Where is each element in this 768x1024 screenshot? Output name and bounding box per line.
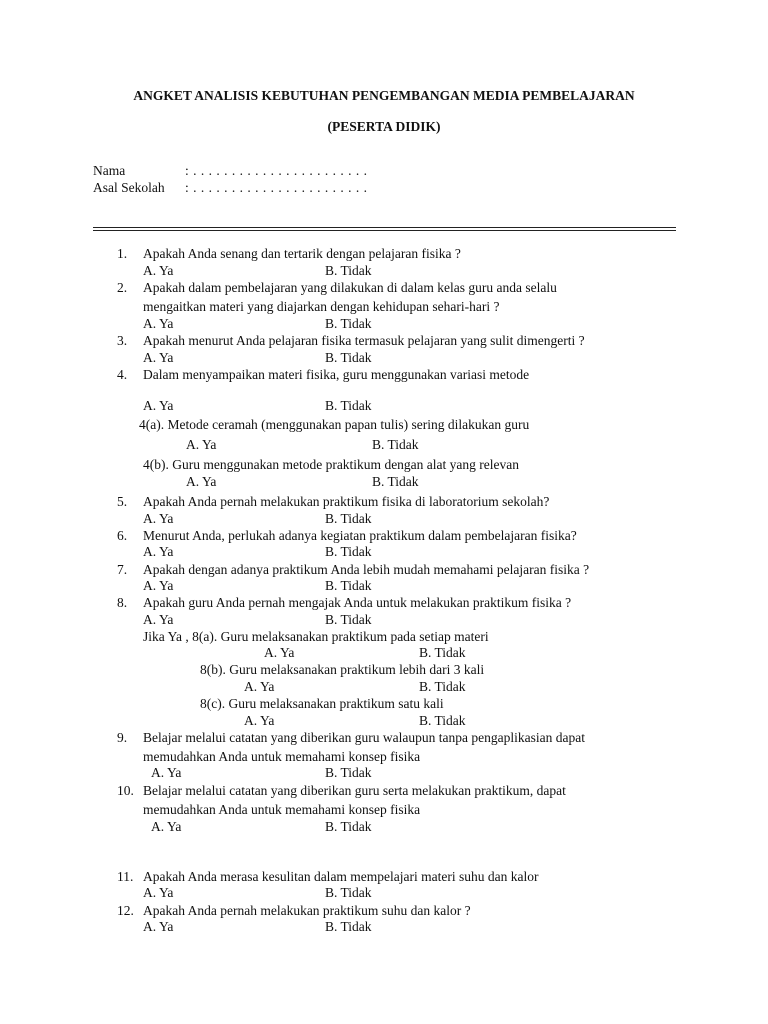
page-title: ANGKET ANALISIS KEBUTUHAN PENGEMBANGAN MEDIA PEMBELAJARAN — [133, 88, 635, 103]
question-number: 3. — [117, 333, 128, 348]
option-b[interactable]: B. Tidak — [325, 612, 372, 627]
question-text: Apakah Anda senang dan tertarik dengan pelajaran fisika ? — [143, 246, 461, 261]
option-a[interactable]: A. Ya — [143, 612, 174, 627]
question-text: Apakah guru Anda pernah mengajak Anda untuk melakukan praktikum fisika ? — [143, 595, 572, 610]
option-b[interactable]: B. Tidak — [419, 679, 466, 694]
option-a[interactable]: A. Ya — [264, 645, 295, 660]
option-b[interactable]: B. Tidak — [325, 398, 372, 413]
question-number: 1. — [117, 246, 128, 261]
question-number: 6. — [117, 528, 128, 543]
option-b[interactable]: B. Tidak — [325, 350, 372, 365]
option-b[interactable]: B. Tidak — [325, 511, 372, 526]
question-text: Belajar melalui catatan yang diberikan guru serta melakukan praktikum, dapat — [143, 783, 566, 798]
option-b[interactable]: B. Tidak — [325, 765, 372, 780]
asal-sekolah-field[interactable]: : . . . . . . . . . . . . . . . . . . . . . . . — [185, 180, 368, 195]
question-text: Menurut Anda, perlukah adanya kegiatan praktikum dalam pembelajaran fisika? — [143, 528, 577, 543]
question-number: 12. — [117, 903, 134, 918]
question-text: Apakah Anda merasa kesulitan dalam mempelajari materi suhu dan kalor — [143, 869, 539, 884]
sub-question-text: 4(b). Guru menggunakan metode praktikum dengan alat yang relevan — [143, 457, 519, 472]
nama-label: Nama — [93, 163, 126, 178]
question-number: 4. — [117, 367, 128, 382]
option-a[interactable]: A. Ya — [143, 885, 174, 900]
option-b[interactable]: B. Tidak — [325, 819, 372, 834]
nama-field[interactable]: : . . . . . . . . . . . . . . . . . . . . . . . — [185, 163, 368, 178]
question-number: 9. — [117, 730, 128, 745]
option-a[interactable]: A. Ya — [143, 398, 174, 413]
option-a[interactable]: A. Ya — [151, 765, 182, 780]
option-a[interactable]: A. Ya — [143, 350, 174, 365]
question-text: Dalam menyampaikan materi fisika, guru menggunakan variasi metode — [143, 367, 530, 382]
question-number: 2. — [117, 280, 128, 295]
option-a[interactable]: A. Ya — [151, 819, 182, 834]
question-text: Apakah menurut Anda pelajaran fisika termasuk pelajaran yang sulit dimengerti ? — [143, 333, 585, 348]
question-text-cont: memudahkan Anda untuk memahami konsep fisika — [143, 749, 421, 764]
option-b[interactable]: B. Tidak — [419, 713, 466, 728]
option-a[interactable]: A. Ya — [143, 919, 174, 934]
question-text: Apakah Anda pernah melakukan praktikum fisika di laboratorium sekolah? — [143, 494, 550, 509]
option-b[interactable]: B. Tidak — [419, 645, 466, 660]
question-text: Belajar melalui catatan yang diberikan guru walaupun tanpa pengaplikasian dapat — [143, 730, 585, 745]
option-b[interactable]: B. Tidak — [372, 437, 419, 452]
question-number: 8. — [117, 595, 128, 610]
question-number: 10. — [117, 783, 134, 798]
question-number: 5. — [117, 494, 128, 509]
question-text-cont: memudahkan Anda untuk memahami konsep fisika — [143, 802, 421, 817]
option-b[interactable]: B. Tidak — [325, 885, 372, 900]
sub-question-text: 4(a). Metode ceramah (menggunakan papan tulis) sering dilakukan guru — [139, 417, 530, 432]
option-b[interactable]: B. Tidak — [325, 919, 372, 934]
question-number: 7. — [117, 562, 128, 577]
option-a[interactable]: A. Ya — [143, 578, 174, 593]
question-text: Apakah Anda pernah melakukan praktikum suhu dan kalor ? — [143, 903, 471, 918]
divider — [93, 227, 676, 228]
option-b[interactable]: B. Tidak — [325, 263, 372, 278]
sub-question-text: 8(c). Guru melaksanakan praktikum satu kali — [200, 696, 444, 711]
divider — [93, 230, 676, 231]
question-number: 11. — [117, 869, 134, 884]
option-b[interactable]: B. Tidak — [325, 316, 372, 331]
question-text: Apakah dengan adanya praktikum Anda lebih mudah memahami pelajaran fisika ? — [143, 562, 590, 577]
option-b[interactable]: B. Tidak — [372, 474, 419, 489]
option-a[interactable]: A. Ya — [186, 437, 217, 452]
option-a[interactable]: A. Ya — [244, 713, 275, 728]
option-a[interactable]: A. Ya — [143, 544, 174, 559]
asal-sekolah-label: Asal Sekolah — [93, 180, 165, 195]
question-text: Apakah dalam pembelajaran yang dilakukan di dalam kelas guru anda selalu — [143, 280, 557, 295]
sub-question-text: 8(b). Guru melaksanakan praktikum lebih dari 3 kali — [200, 662, 485, 677]
option-a[interactable]: A. Ya — [244, 679, 275, 694]
question-text-cont: mengaitkan materi yang diajarkan dengan kehidupan sehari-hari ? — [143, 299, 500, 314]
option-a[interactable]: A. Ya — [143, 263, 174, 278]
option-b[interactable]: B. Tidak — [325, 578, 372, 593]
option-a[interactable]: A. Ya — [186, 474, 217, 489]
option-b[interactable]: B. Tidak — [325, 544, 372, 559]
option-a[interactable]: A. Ya — [143, 511, 174, 526]
sub-question-text: Jika Ya , 8(a). Guru melaksanakan praktikum pada setiap materi — [143, 629, 489, 644]
option-a[interactable]: A. Ya — [143, 316, 174, 331]
page-subtitle: (PESERTA DIDIK) — [327, 119, 441, 134]
